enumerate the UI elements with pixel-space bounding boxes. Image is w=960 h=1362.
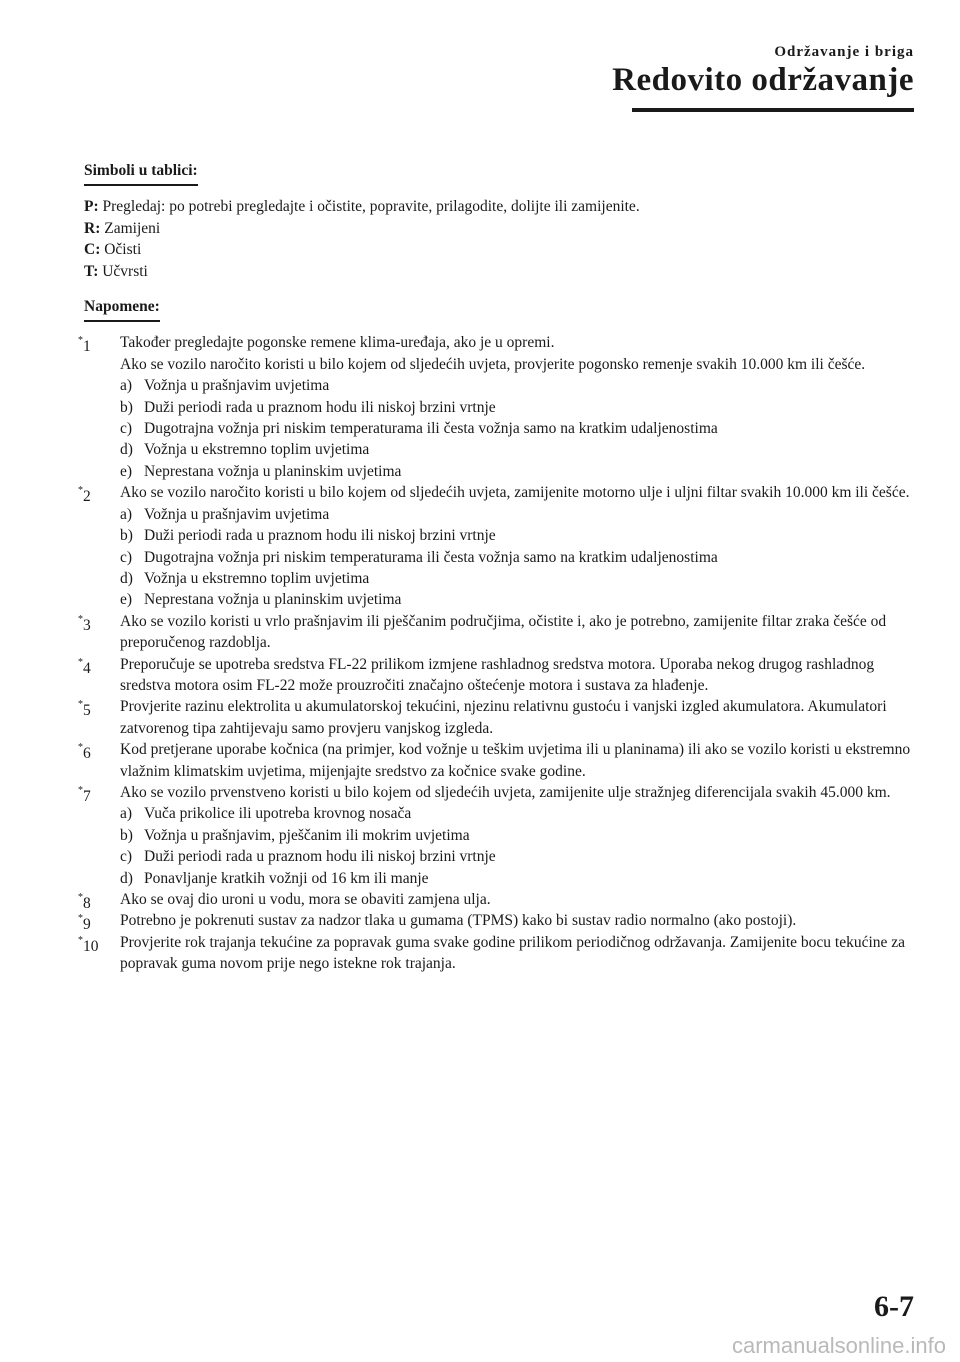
note-number: *6: [78, 742, 91, 763]
note-star: *: [78, 784, 83, 796]
note-star: *: [78, 335, 83, 347]
note-text: Također pregledajte pogonske remene klima-uređaja, ako je u opremi.: [120, 334, 555, 352]
note-number: *9: [78, 913, 91, 934]
subitem-letter: a): [120, 505, 133, 523]
subitem-text: Vožnja u ekstremno toplim uvjetima: [144, 441, 370, 459]
note-number: *1: [78, 335, 91, 356]
note-star: *: [78, 913, 83, 925]
note-item: [78, 889, 914, 913]
subitem-letter: e): [120, 462, 133, 480]
subitem-text: Duži periodi rada u praznom hodu ili niskoj brzini vrtnje: [144, 848, 496, 866]
note-star: *: [78, 656, 83, 668]
note-subitem: [120, 568, 914, 589]
note-subitem: [120, 461, 914, 482]
note-text: Ako se vozilo prvenstveno koristi u bilo kojem od sljedećih uvjeta, zamijenite ulje stražnjeg diferencijala svakih 45.000 km.: [120, 783, 891, 801]
symbol-item: [84, 218, 914, 239]
note-text: Provjerite razinu elektrolita u akumulatorskoj tekućini, njezinu relativnu gustoću i vanjski izgled akumulatora. Akumulatori zatvorenog tipa zahtijevaju samo provjeru vanjskog izgleda.: [120, 698, 887, 737]
note-number: *5: [78, 699, 91, 720]
symbol-key: C:: [84, 241, 101, 259]
subitem-letter: d): [120, 441, 133, 459]
note-star: *: [78, 742, 83, 754]
note-star: *: [78, 485, 83, 497]
symbol-key: T:: [84, 262, 99, 280]
note-item: [78, 782, 914, 889]
note-number: *2: [78, 485, 91, 506]
symbol-key: R:: [84, 219, 101, 237]
note-item: [78, 482, 914, 610]
symbol-item: [84, 196, 914, 217]
note-star: *: [78, 613, 83, 625]
note-star: *: [78, 892, 83, 903]
note-subitem: [120, 803, 914, 824]
subitem-text: Vožnja u prašnjavim uvjetima: [144, 377, 330, 395]
note-subitem: [120, 868, 914, 889]
note-text: Kod pretjerane uporabe kočnica (na primjer, kod vožnje u teškim uvjetima ili u planinama) ili ako se vozilo koristi u ekstremno vlažnim klimatskim uvjetima, mijenjajte sredstvo za kočnice svake godine.: [120, 741, 911, 780]
note-subitem: [120, 375, 914, 396]
subitem-letter: c): [120, 420, 133, 438]
notes-heading: Napomene:: [84, 296, 160, 322]
subitem-text: Vuča prikolice ili upotreba krovnog nosača: [144, 805, 412, 823]
note-number: *3: [78, 613, 91, 634]
subitem-text: Neprestana vožnja u planinskim uvjetima: [144, 591, 402, 609]
note-item: [78, 611, 914, 654]
note-number: *8: [78, 892, 91, 913]
note-text: Ako se vozilo koristi u vrlo prašnjavim ili pješčanim područjima, očistite i, ako je potrebno, zamijenite filtar zraka češće od preporučenog razdoblja.: [120, 612, 887, 652]
note-subitem: [120, 547, 914, 568]
symbol-text: Pregledaj: po potrebi pregledajte i očistite, popravite, prilagodite, dolijte ili zamijenite.: [98, 198, 640, 216]
note-subitem: [120, 825, 914, 846]
subitem-text: Duži periodi rada u praznom hodu ili niskoj brzini vrtnje: [144, 527, 496, 545]
note-text: Provjerite rok trajanja tekućine za popravak guma svake godine prilikom periodičnog održavanja. Zamijenite bocu tekućine za popravak guma novom prije nego istekne rok trajanja.: [120, 933, 906, 973]
note-text: Ako se vozilo naročito koristi u bilo kojem od sljedećih uvjeta, zamijenite motorno ulje i uljni filtar svakih 10.000 km ili češće.: [120, 484, 910, 502]
symbol-item: [84, 239, 914, 260]
note-item: [78, 910, 914, 934]
note-item: [78, 654, 914, 697]
subitem-text: Neprestana vožnja u planinskim uvjetima: [144, 462, 402, 480]
note-subitem: [120, 439, 914, 460]
symbol-text: Učvrsti: [98, 262, 148, 280]
note-subitem: [120, 504, 914, 525]
symbols-list: [84, 196, 914, 282]
subitem-letter: c): [120, 848, 133, 866]
page-number: 6-7: [874, 1290, 914, 1323]
section-title: Redovito održavanje: [612, 62, 914, 98]
subitem-letter: d): [120, 869, 133, 887]
note-item: [78, 696, 914, 739]
chapter-name: Održavanje i briga: [774, 44, 914, 60]
note-text: Potrebno je pokrenuti sustav za nadzor tlaka u gumama (TPMS) kako bi sustav radio normalno (ako postoji).: [120, 912, 797, 930]
note-number: *4: [78, 656, 91, 677]
note-text: Ako se ovaj dio uroni u vodu, mora se obaviti zamjena ulja.: [120, 891, 491, 908]
symbol-key: P:: [84, 198, 99, 216]
subitem-letter: b): [120, 826, 133, 844]
subitem-letter: d): [120, 569, 133, 587]
symbols-heading: Simboli u tablici:: [84, 160, 198, 186]
subitem-letter: c): [120, 548, 133, 566]
note-subitem: [120, 846, 914, 867]
subitem-letter: a): [120, 377, 133, 395]
note-subitem: [120, 525, 914, 546]
subitem-text: Vožnja u ekstremno toplim uvjetima: [144, 569, 370, 587]
symbol-text: Očisti: [100, 241, 142, 259]
note-item: [78, 739, 914, 782]
subitem-letter: e): [120, 591, 133, 609]
subitem-text: Vožnja u prašnjavim uvjetima: [144, 505, 330, 523]
note-text: Ako se vozilo naročito koristi u bilo kojem od sljedećih uvjeta, provjerite pogonsko remenje svakih 10.000 km ili češće.: [120, 355, 866, 373]
subitem-text: Dugotrajna vožnja pri niskim temperaturama ili česta vožnja samo na kratkim udaljenostima: [144, 548, 718, 566]
page-content: [78, 160, 914, 975]
note-number: *10: [78, 934, 99, 955]
subitem-letter: b): [120, 527, 133, 545]
note-star: *: [78, 699, 83, 711]
subitem-text: Dugotrajna vožnja pri niskim temperaturama ili česta vožnja samo na kratkim udaljenostima: [144, 420, 718, 438]
note-text: Preporučuje se upotreba sredstva FL-22 prilikom izmjene rashladnog sredstva motora. Uporaba nekog drugog rashladnog sredstva motora osim FL-22 može prouzročiti značajno oštećenje motora i sustava za hlađenje.: [120, 655, 875, 694]
note-number: *7: [78, 784, 91, 806]
subitem-text: Duži periodi rada u praznom hodu ili niskoj brzini vrtnje: [144, 398, 496, 416]
subitem-text: Vožnja u prašnjavim, pješčanim ili mokrim uvjetima: [144, 826, 470, 844]
symbol-item: [84, 261, 914, 282]
notes-list: [78, 332, 914, 974]
note-item: [78, 932, 914, 975]
note-subitem: [120, 418, 914, 439]
subitem-letter: b): [120, 398, 133, 416]
subitem-letter: a): [120, 805, 133, 823]
symbol-text: Zamijeni: [100, 219, 161, 237]
note-star: *: [78, 934, 83, 946]
note-subitem: [120, 589, 914, 610]
note-subitem: [120, 397, 914, 418]
note-item: [78, 332, 914, 482]
watermark: carmanualsonline.info: [731, 1333, 946, 1358]
subitem-text: Ponavljanje kratkih vožnji od 16 km ili manje: [144, 869, 429, 887]
header-divider: [632, 108, 914, 112]
